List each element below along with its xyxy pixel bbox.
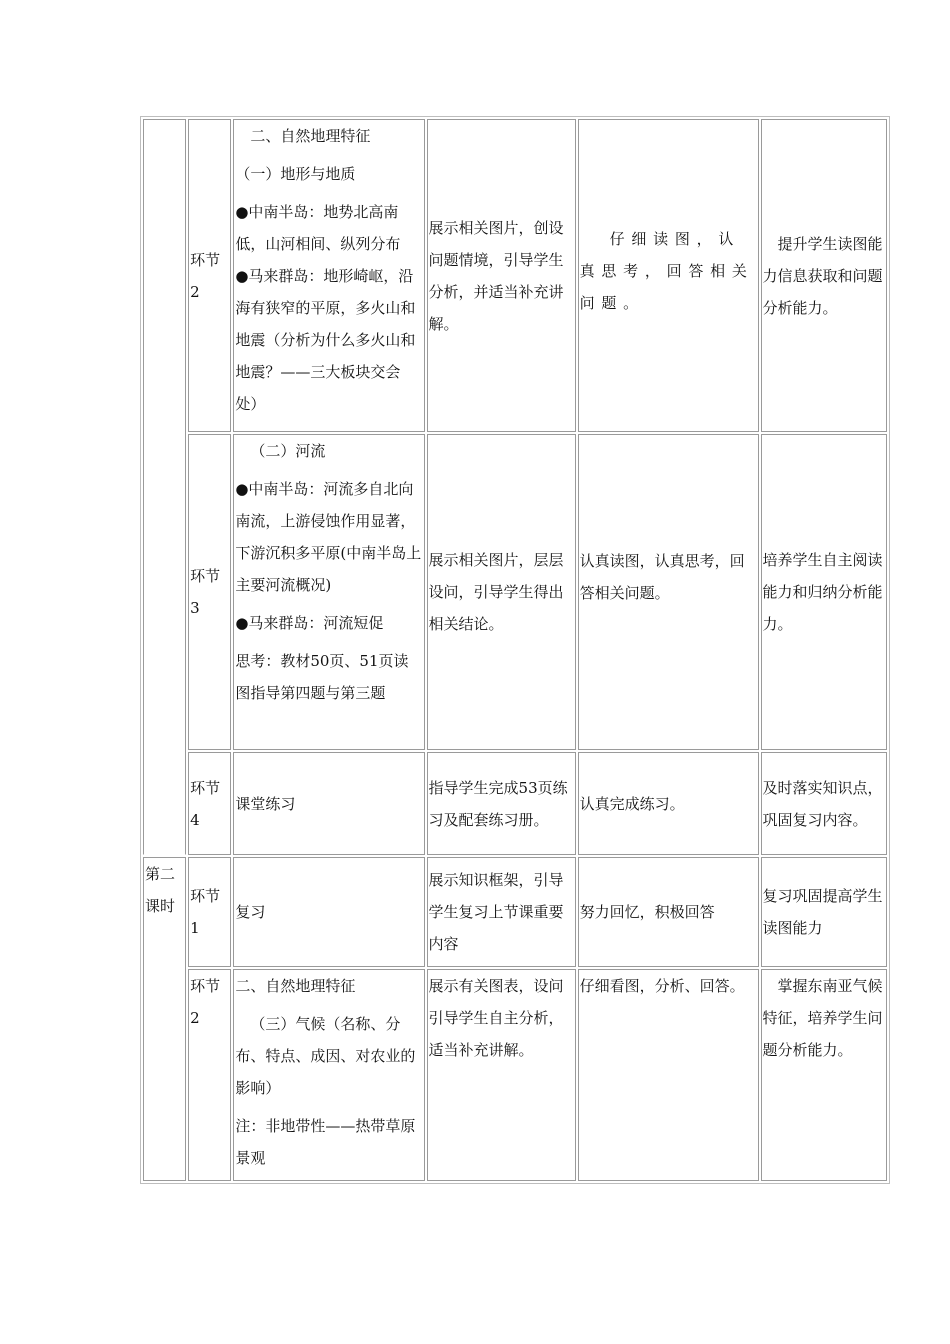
design-intent-cell: 复习巩固提高学生读图能力 xyxy=(761,857,887,967)
content-line: （一）地形与地质 xyxy=(235,165,356,183)
stage-cell: 环节4 xyxy=(188,752,231,855)
table-row xyxy=(143,969,887,1181)
teacher-activity-cell: 展示相关图片，创设问题情境，引导学生分析，并适当补充讲解。 xyxy=(427,119,576,432)
student-activity-cell: 认真读图，认真思考，回答相关问题。 xyxy=(578,434,759,750)
content-cell xyxy=(233,857,424,967)
content-cell xyxy=(233,969,424,1181)
period-cell xyxy=(143,857,186,1181)
content-line: 思考：教材50页、51页读图指导第四题与第三题 xyxy=(235,652,409,702)
content-line: 二、自然地理特征 xyxy=(250,127,371,145)
content-line: ●马来群岛：河流短促 xyxy=(235,614,384,632)
teacher-activity-cell: 展示有关图表，设问引导学生自主分析，适当补充讲解。 xyxy=(427,969,576,1181)
table-row xyxy=(143,119,887,432)
table-row xyxy=(143,752,887,855)
teacher-activity-cell: 指导学生完成53页练习及配套练习册。 xyxy=(427,752,576,855)
teacher-activity-cell: 展示知识框架，引导学生复习上节课重要内容 xyxy=(427,857,576,967)
lesson-plan-table xyxy=(140,116,890,1184)
design-intent-cell: 培养学生自主阅读能力和归纳分析能力。 xyxy=(761,434,887,750)
content-line: 注：非地带性——热带草原景观 xyxy=(235,1117,416,1167)
teacher-activity-cell: 展示相关图片，层层设问，引导学生得出相关结论。 xyxy=(427,434,576,750)
content-line: ●中南半岛：河流多自北向南流，上游侵蚀作用显著，下游沉积多平原(中南半岛上主要河流概况) xyxy=(235,480,422,594)
design-intent-cell: 提升学生读图能力信息获取和问题分析能力。 xyxy=(761,119,887,432)
table-row xyxy=(143,857,887,967)
student-activity-cell: 努力回忆，积极回答 xyxy=(578,857,759,967)
content-line: 复习 xyxy=(235,903,266,921)
stage-cell: 环节2 xyxy=(188,119,231,432)
content-line: （二）河流 xyxy=(250,442,326,460)
design-intent-cell: 及时落实知识点，巩固复习内容。 xyxy=(761,752,887,855)
content-line: 二、自然地理特征 xyxy=(235,977,356,995)
student-activity-cell: 仔细读图，认真思考，回答相关问题。 xyxy=(578,119,759,432)
stage-cell: 环节3 xyxy=(188,434,231,750)
stage-cell: 环节1 xyxy=(188,857,231,967)
content-cell xyxy=(233,434,424,750)
table-row xyxy=(143,434,887,750)
content-cell xyxy=(233,119,424,432)
student-activity-cell: 认真完成练习。 xyxy=(578,752,759,855)
design-intent-cell: 掌握东南亚气候特征，培养学生问题分析能力。 xyxy=(761,969,887,1181)
content-line: ●马来群岛：地形崎岖，沿海有狭窄的平原，多火山和地震（分析为什么多火山和地震？——三大板块交会处） xyxy=(235,267,416,413)
content-cell xyxy=(233,752,424,855)
period-label: 第二课时 xyxy=(145,865,176,915)
student-activity-cell: 仔细看图，分析、回答。 xyxy=(578,969,759,1181)
period-cell xyxy=(143,119,186,855)
content-line: ●中南半岛：地势北高南低，山河相间、纵列分布 xyxy=(235,203,401,253)
content-line: （三）气候（名称、分布、特点、成因、对农业的影响） xyxy=(235,1015,416,1097)
content-line: 课堂练习 xyxy=(235,794,296,813)
stage-cell: 环节2 xyxy=(188,969,231,1181)
